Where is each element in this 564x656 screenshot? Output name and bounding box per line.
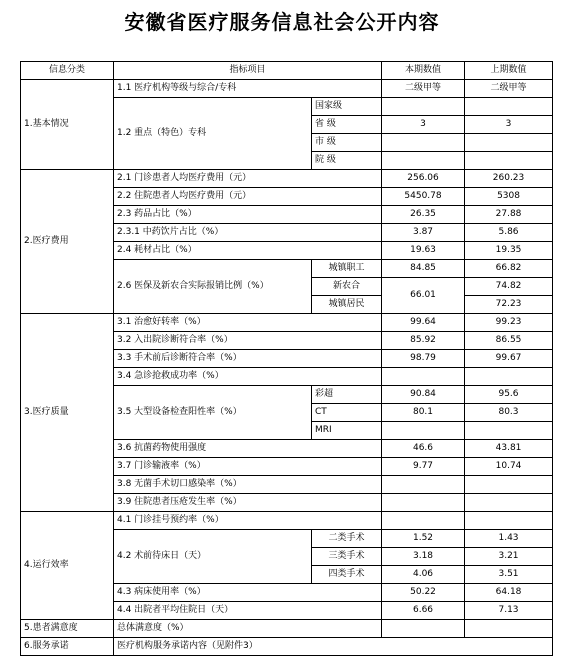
indicator-label: 2.2 住院患者人均医疗费用（元）	[114, 188, 382, 206]
previous-value	[465, 368, 553, 386]
sub-label: CT	[312, 404, 382, 422]
current-value: 26.35	[382, 206, 465, 224]
sub-label: 彩超	[312, 386, 382, 404]
indicator-label: 3.4 急诊抢救成功率（%）	[114, 368, 382, 386]
indicator-label: 3.5 大型设备检查阳性率（%）	[114, 386, 312, 440]
sub-label: MRI	[312, 422, 382, 440]
previous-value: 72.23	[465, 296, 553, 314]
previous-value: 80.3	[465, 404, 553, 422]
table-row	[21, 80, 553, 98]
sub-label: 城镇居民	[312, 296, 382, 314]
indicator-label: 3.7 门诊输液率（%）	[114, 458, 382, 476]
previous-value	[465, 512, 553, 530]
current-value: 46.6	[382, 440, 465, 458]
current-value: 80.1	[382, 404, 465, 422]
header-indicator: 指标项目	[114, 62, 382, 80]
previous-value: 66.82	[465, 260, 553, 278]
indicator-label: 4.4 出院者平均住院日（天）	[114, 602, 382, 620]
current-value: 84.85	[382, 260, 465, 278]
previous-value: 99.67	[465, 350, 553, 368]
indicator-label: 1.2 重点（特色）专科	[114, 98, 312, 170]
indicator-label: 3.2 入出院诊断符合率（%）	[114, 332, 382, 350]
current-value: 98.79	[382, 350, 465, 368]
page-title: 安徽省医疗服务信息社会公开内容	[124, 10, 440, 34]
category-quality: 3.医疗质量	[21, 314, 114, 512]
sub-label: 国家级	[312, 98, 382, 116]
previous-value: 3	[465, 116, 553, 134]
current-value: 90.84	[382, 386, 465, 404]
indicator-label: 总体满意度（%）	[114, 620, 382, 638]
table-row	[21, 512, 553, 530]
previous-value: 86.55	[465, 332, 553, 350]
current-value: 1.52	[382, 530, 465, 548]
table-row	[21, 638, 553, 656]
current-value: 85.92	[382, 332, 465, 350]
sub-label: 院 级	[312, 152, 382, 170]
indicator-label: 2.3 药品占比（%）	[114, 206, 382, 224]
indicator-label: 1.1 医疗机构等级与综合/专科	[114, 80, 382, 98]
previous-value: 74.82	[465, 278, 553, 296]
previous-value: 27.88	[465, 206, 553, 224]
previous-value: 5.86	[465, 224, 553, 242]
indicator-label: 4.2 术前待床日（天）	[114, 530, 312, 584]
previous-value	[465, 476, 553, 494]
current-value: 50.22	[382, 584, 465, 602]
indicator-label: 3.6 抗菌药物使用强度	[114, 440, 382, 458]
sub-label: 城镇职工	[312, 260, 382, 278]
current-value: 3.18	[382, 548, 465, 566]
category-satisfaction: 5.患者满意度	[21, 620, 114, 638]
previous-value: 10.74	[465, 458, 553, 476]
current-value	[382, 494, 465, 512]
current-value: 19.63	[382, 242, 465, 260]
indicator-label: 4.3 病床使用率（%）	[114, 584, 382, 602]
header-row	[21, 62, 553, 80]
current-value	[382, 476, 465, 494]
current-value: 3	[382, 116, 465, 134]
previous-value: 二级甲等	[465, 80, 553, 98]
table-row	[21, 170, 553, 188]
previous-value: 95.6	[465, 386, 553, 404]
indicator-label: 3.1 治愈好转率（%）	[114, 314, 382, 332]
indicator-label: 3.9 住院患者压疮发生率（%）	[114, 494, 382, 512]
header-current: 本期数值	[382, 62, 465, 80]
sub-label: 三类手术	[312, 548, 382, 566]
previous-value: 19.35	[465, 242, 553, 260]
category-basic: 1.基本情况	[21, 80, 114, 170]
category-service: 6.服务承诺	[21, 638, 114, 656]
sub-label: 四类手术	[312, 566, 382, 584]
previous-value: 3.21	[465, 548, 553, 566]
current-value: 99.64	[382, 314, 465, 332]
previous-value	[465, 134, 553, 152]
current-value: 6.66	[382, 602, 465, 620]
previous-value	[465, 620, 553, 638]
current-value: 9.77	[382, 458, 465, 476]
previous-value: 7.13	[465, 602, 553, 620]
current-value	[382, 134, 465, 152]
current-value: 256.06	[382, 170, 465, 188]
current-value: 3.87	[382, 224, 465, 242]
info-table	[20, 61, 553, 656]
previous-value	[465, 152, 553, 170]
previous-value: 3.51	[465, 566, 553, 584]
current-value: 二级甲等	[382, 80, 465, 98]
previous-value: 260.23	[465, 170, 553, 188]
current-value	[382, 368, 465, 386]
current-value: 5450.78	[382, 188, 465, 206]
category-cost: 2.医疗费用	[21, 170, 114, 314]
indicator-label: 2.1 门诊患者人均医疗费用（元）	[114, 170, 382, 188]
previous-value	[465, 494, 553, 512]
previous-value	[465, 98, 553, 116]
current-value	[382, 512, 465, 530]
previous-value: 99.23	[465, 314, 553, 332]
indicator-label: 3.3 手术前后诊断符合率（%）	[114, 350, 382, 368]
current-value	[382, 152, 465, 170]
current-value	[382, 422, 465, 440]
previous-value: 5308	[465, 188, 553, 206]
current-value: 66.01	[382, 278, 465, 314]
current-value	[382, 620, 465, 638]
indicator-label: 4.1 门诊挂号预约率（%）	[114, 512, 382, 530]
header-previous: 上期数值	[465, 62, 553, 80]
current-value	[382, 98, 465, 116]
sub-label: 新农合	[312, 278, 382, 296]
table-row	[21, 314, 553, 332]
sub-label: 市 级	[312, 134, 382, 152]
sub-label: 省 级	[312, 116, 382, 134]
sub-label: 二类手术	[312, 530, 382, 548]
indicator-label: 2.6 医保及新农合实际报销比例（%）	[114, 260, 312, 314]
previous-value: 43.81	[465, 440, 553, 458]
indicator-label: 3.8 无菌手术切口感染率（%）	[114, 476, 382, 494]
header-category: 信息分类	[21, 62, 114, 80]
indicator-label: 2.3.1 中药饮片占比（%）	[114, 224, 382, 242]
previous-value	[465, 422, 553, 440]
table-row	[21, 620, 553, 638]
indicator-label: 医疗机构服务承诺内容（见附件3）	[114, 638, 553, 656]
category-efficiency: 4.运行效率	[21, 512, 114, 620]
current-value: 4.06	[382, 566, 465, 584]
indicator-label: 2.4 耗材占比（%）	[114, 242, 382, 260]
previous-value: 64.18	[465, 584, 553, 602]
previous-value: 1.43	[465, 530, 553, 548]
